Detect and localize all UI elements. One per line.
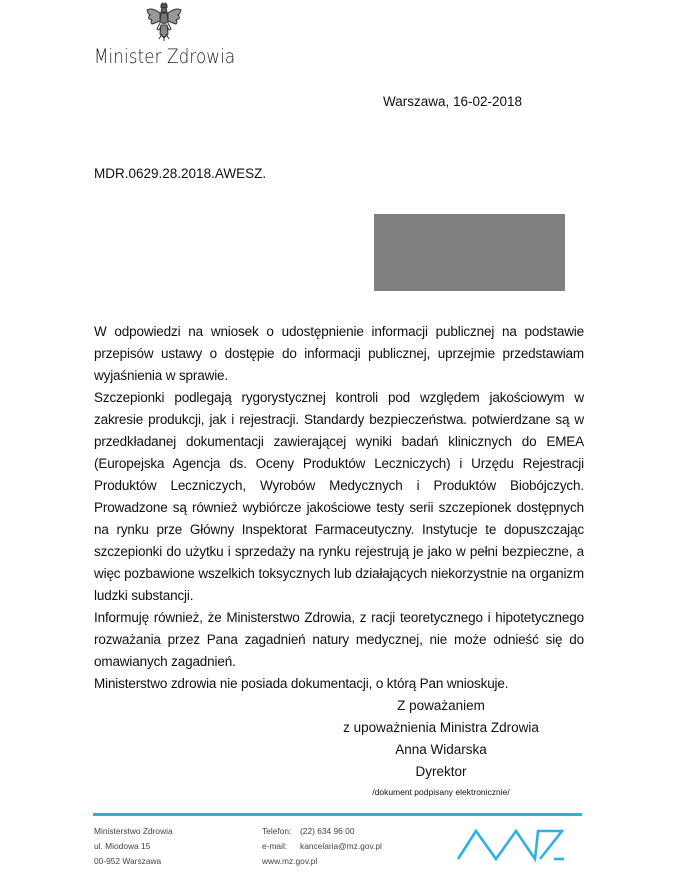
footer-divider [93, 813, 582, 816]
website-link[interactable]: www.mz.gov.pl [262, 856, 318, 866]
footer-address-line: 00-952 Warszawa [94, 856, 162, 866]
date-line: Warszawa, 16-02-2018 [383, 94, 523, 109]
electronic-signature-note: /dokument podpisany elektronicznie/ [372, 787, 510, 797]
signature-block [330, 695, 552, 799]
email-label: e-mail: [262, 841, 288, 851]
letter-body [94, 321, 584, 695]
footer-address-line: ul. Miodowa 15 [94, 841, 151, 851]
ministry-title: Minister Zdrowia [94, 45, 236, 68]
phone-number: (22) 634 96 00 [300, 826, 355, 836]
footer [0, 813, 679, 873]
footer-contact [262, 824, 382, 869]
signatory-title: Dyrektor [415, 764, 467, 779]
footer-address-line: Ministerstwo Zdrowia [94, 826, 173, 836]
body-paragraph: W odpowiedzi na wniosek o udostępnienie informacji publicznej na podstawie przepisów ustawy o dostępie do informacji publicznej, uprzejmie przedstawiam wyjaśnienia w sprawie. [94, 324, 584, 383]
signature-authority: z upoważnienia Ministra Zdrowia [343, 720, 539, 735]
body-paragraph: Ministerstwo zdrowia nie posiada dokumentacji, o którą Pan wnioskuje. [94, 676, 509, 691]
footer-address [94, 824, 173, 869]
phone-label: Telefon: [262, 826, 292, 836]
polish-eagle-emblem-icon [145, 1, 183, 43]
body-paragraph: Szczepionki podlegają rygorystycznej kontroli pod względem jakościowym w zakresie produkcji, jak i rejestracji. Standardy bezpieczeństwa. potwierdzane są w przedkładanej dokumentacji zawierającej wyniki badań klinicznych do EMEA (Europejska Agencja ds. Oceny Produktów Leczniczych) i Urzędu Rejestracji Produktów Leczniczych, Wyrobów Medycznych i Produktów Biobójczych. Prowadzone są również wybiórcze jakościowe testy serii szczepionek dostępnych na rynku prze Główny Inspektorat Farmaceutyczny. Instytucje te dopuszczając szczepionki do użytku i sprzedaży na rynku rejestrują je jako w pełni bezpieczne, a więc pozbawione wszelkich toksycznych lub działających niekorzystnie na organizm ludzki substancji. [94, 390, 584, 603]
body-paragraph: Informuję również, że Ministerstwo Zdrowia, z racji teoretycznego i hipotetycznego rozważania przez Pana zagadnień natury medycznej, nie może odnieść się do omawianych zagadnień. [94, 610, 584, 669]
signatory-name: Anna Widarska [395, 742, 487, 757]
signature-closing: Z poważaniem [397, 698, 485, 713]
redacted-recipient-block [374, 214, 565, 291]
email-link[interactable]: kancelaria@mz.gov.pl [300, 841, 382, 851]
mz-logo-icon [456, 823, 568, 865]
letter-content [94, 321, 584, 799]
reference-number: MDR.0629.28.2018.AWESZ. [94, 166, 267, 181]
